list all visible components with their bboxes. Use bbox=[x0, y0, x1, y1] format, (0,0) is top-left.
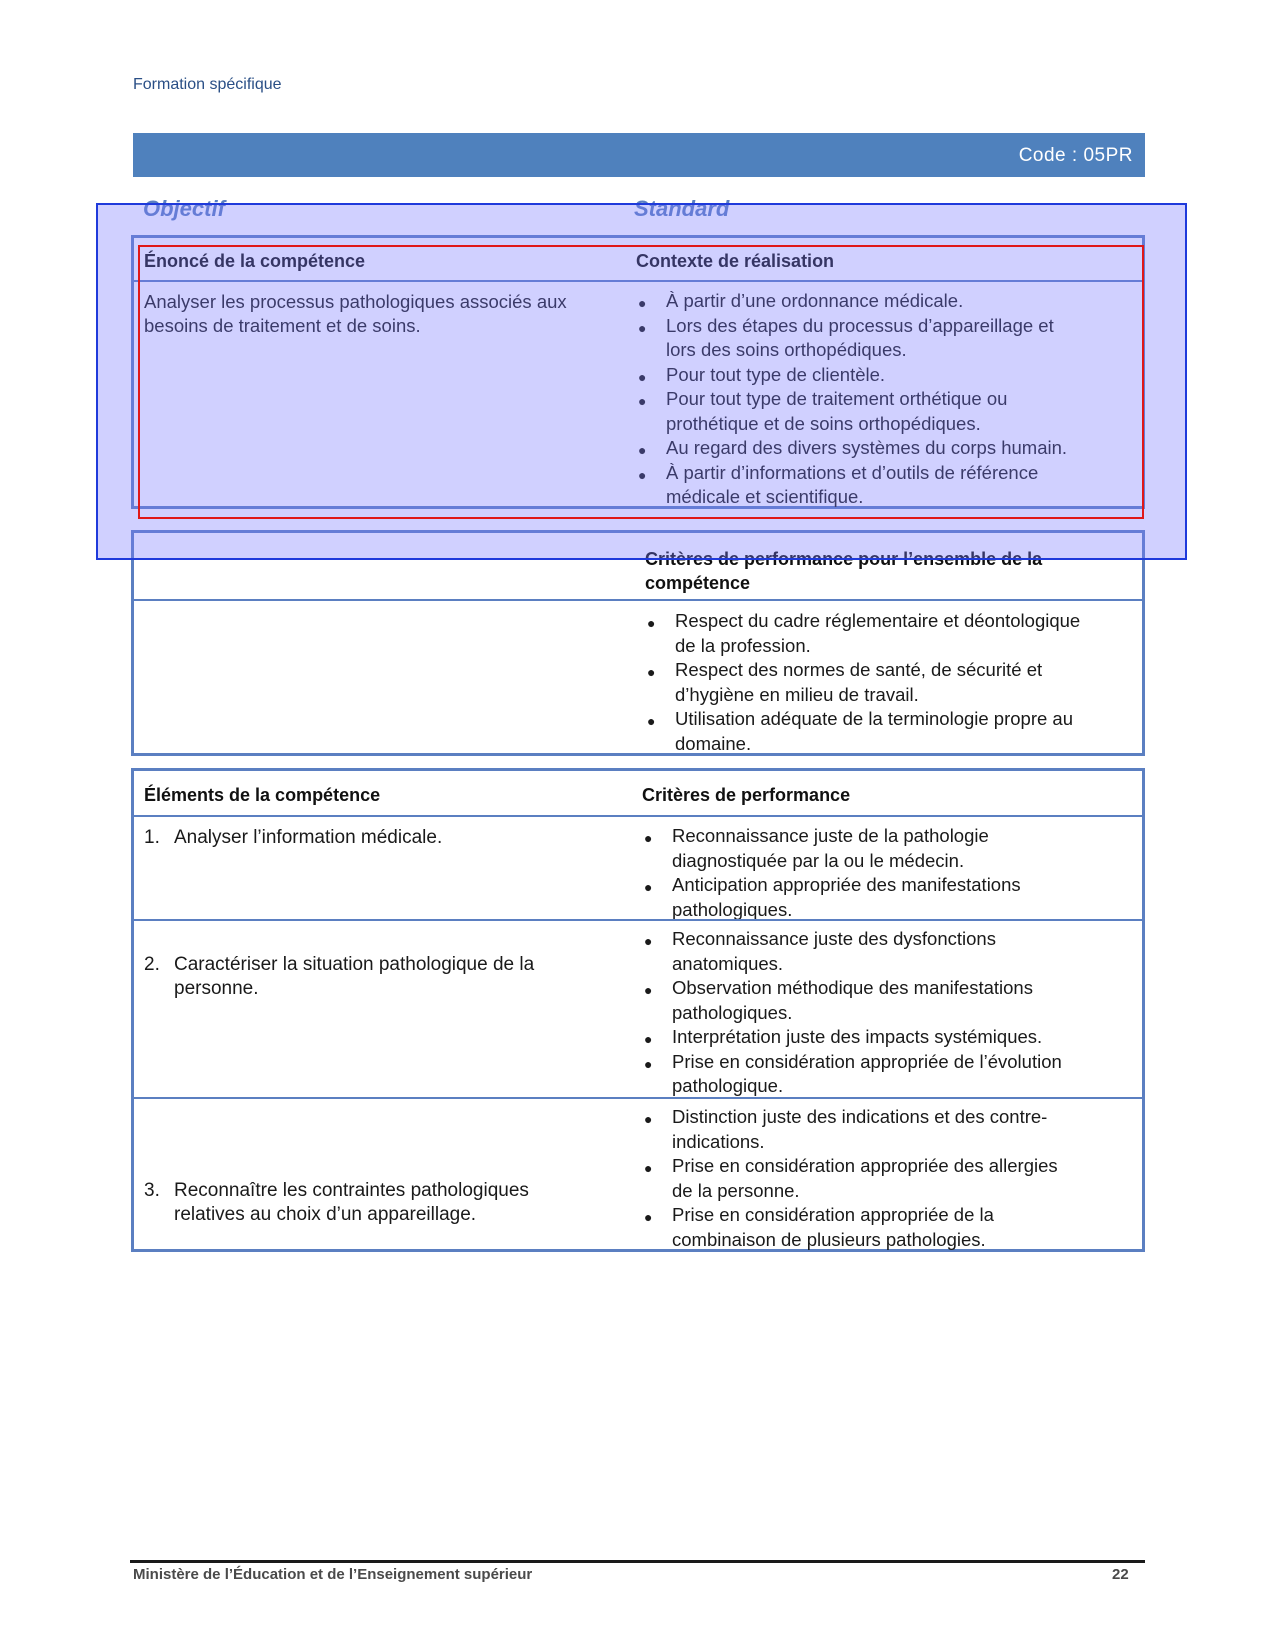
list-item: ● Prise en considération appropriée de l’évolution pathologique. bbox=[644, 1050, 1062, 1096]
performance-header: Critères de performance bbox=[642, 785, 851, 805]
element-1: 1. Analyser l’information médicale. bbox=[144, 827, 443, 848]
footer-ministry: Ministère de l’Éducation et de l’Enseignement supérieur bbox=[133, 1566, 533, 1583]
divider bbox=[134, 599, 1142, 601]
bullet-dot-icon: ● bbox=[644, 1160, 653, 1176]
bullet-dot-icon: ● bbox=[644, 879, 653, 895]
bullet-dot-icon: ● bbox=[638, 466, 647, 483]
context-list bbox=[636, 289, 1106, 510]
list-item: ● Prise en considération appropriée des allergies de la personne. bbox=[644, 1155, 1058, 1201]
bullet-dot-icon: ● bbox=[638, 368, 647, 385]
bullet-dot-icon: ● bbox=[638, 295, 647, 311]
list-item: ● Au regard des divers systèmes du corps humain. bbox=[636, 436, 1106, 461]
list-item: ● Observation méthodique des manifestations pathologiques. bbox=[644, 977, 1033, 1023]
element-1-criteria bbox=[642, 824, 1112, 922]
list-item: ● Interprétation juste des impacts systémiques. bbox=[642, 1025, 1112, 1050]
list-item: ● Reconnaissance juste de la pathologie diagnostiquée par la ou le médecin. bbox=[644, 825, 989, 871]
list-item: ● Pour tout type de clientèle. bbox=[636, 363, 1106, 388]
competence-statement: Analyser les processus pathologiques associés aux besoins de traitement et de soins. bbox=[144, 291, 567, 336]
bullet-dot-icon: ● bbox=[647, 664, 656, 680]
bullet-dot-icon: ● bbox=[644, 982, 653, 998]
list-item: ● Pour tout type de traitement orthétique ou prothétique et de soins orthopédiques. bbox=[638, 388, 1008, 434]
code-label: Code : 05PR bbox=[1018, 145, 1133, 166]
list-item: ● Lors des étapes du processus d’appareillage et lors des soins orthopédiques. bbox=[638, 314, 1054, 360]
element-3: 3. Reconnaître les contraintes pathologiques relatives au choix d’un appareillage. bbox=[144, 1180, 529, 1225]
competence-box bbox=[131, 235, 1145, 509]
bullet-dot-icon: ● bbox=[644, 1209, 653, 1225]
elements-header: Éléments de la compétence bbox=[144, 785, 381, 805]
list-item: ● Anticipation appropriée des manifestations pathologiques. bbox=[644, 874, 1021, 920]
list-item: ● À partir d’une ordonnance médicale. bbox=[636, 289, 1106, 314]
page-number: 22 bbox=[1112, 1566, 1129, 1583]
list-item: ● Respect des normes de santé, de sécurité et d’hygiène en milieu de travail. bbox=[647, 659, 1043, 705]
list-item: ● Prise en considération appropriée de la combinaison de plusieurs pathologies. bbox=[644, 1204, 994, 1250]
bullet-dot-icon: ● bbox=[644, 933, 653, 949]
global-criteria-header: Critères de performance pour l’ensemble de la compétence bbox=[645, 549, 1043, 593]
element-2-criteria bbox=[642, 927, 1112, 1099]
bullet-dot-icon: ● bbox=[644, 1111, 653, 1127]
context-header: Contexte de réalisation bbox=[636, 251, 835, 271]
global-criteria-list bbox=[645, 609, 1115, 756]
elements-box bbox=[131, 768, 1145, 1252]
standard-heading: Standard bbox=[634, 196, 730, 221]
element-3-criteria bbox=[642, 1105, 1112, 1252]
bullet-dot-icon: ● bbox=[638, 393, 647, 409]
divider bbox=[134, 1097, 1142, 1099]
list-item: ● Utilisation adéquate de la terminologie propre au domaine. bbox=[647, 708, 1074, 754]
code-banner bbox=[133, 133, 1145, 177]
divider bbox=[134, 919, 1142, 921]
divider bbox=[134, 280, 1142, 282]
list-item: ● Distinction juste des indications et des contre- indications. bbox=[644, 1106, 1048, 1152]
objectif-heading: Objectif bbox=[143, 196, 225, 221]
bullet-dot-icon: ● bbox=[644, 830, 653, 846]
footer-rule bbox=[130, 1560, 1145, 1563]
list-item: ● À partir d’informations et d’outils de référence médicale et scientifique. bbox=[638, 461, 1039, 507]
bullet-dot-icon: ● bbox=[647, 713, 656, 729]
bullet-dot-icon: ● bbox=[638, 319, 647, 336]
element-2: 2. Caractériser la situation pathologique de la personne. bbox=[144, 954, 535, 999]
global-criteria-box bbox=[131, 530, 1145, 756]
statement-header: Énoncé de la compétence bbox=[144, 251, 366, 271]
bullet-dot-icon: ● bbox=[644, 1031, 653, 1047]
bullet-dot-icon: ● bbox=[644, 1055, 653, 1072]
section-title: Formation spécifique bbox=[133, 76, 282, 93]
divider bbox=[134, 815, 1142, 817]
list-item: ● Reconnaissance juste des dysfonctions anatomiques. bbox=[644, 928, 996, 974]
list-item: ● Respect du cadre réglementaire et déontologique de la profession. bbox=[647, 610, 1081, 656]
bullet-dot-icon: ● bbox=[638, 442, 647, 458]
bullet-dot-icon: ● bbox=[647, 615, 656, 631]
